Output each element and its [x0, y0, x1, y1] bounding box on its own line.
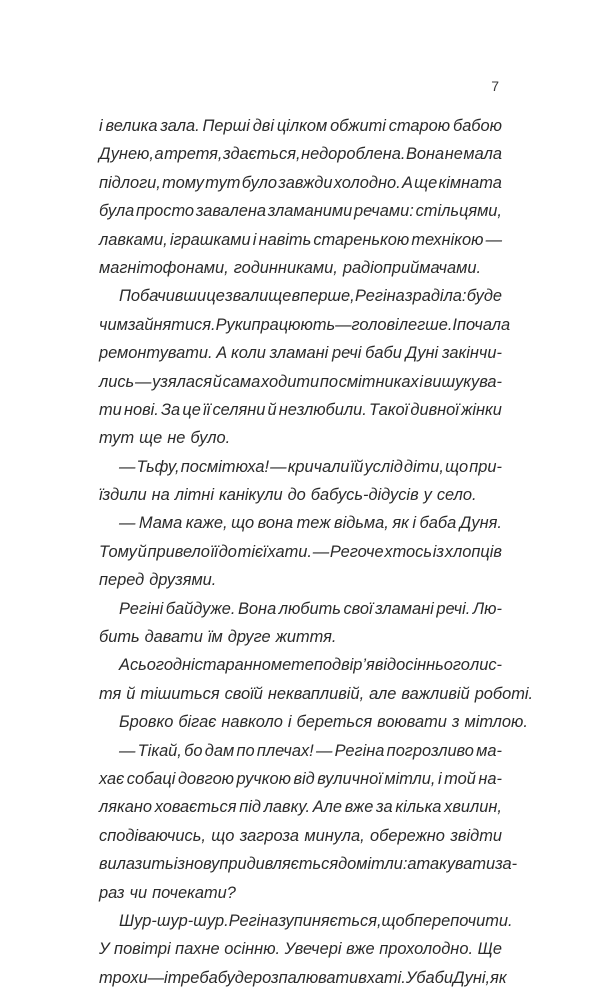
text-line: Побачивши це звалище вперше, Регіна зраділа: буде — [119, 287, 502, 306]
text-line: перед друзями. — [99, 571, 217, 590]
text-line: — Тьфу, посмітюха! — кричали їй услід діти, що при- — [119, 457, 502, 476]
text-line: Регіні байдуже. Вона любить свої зламані речі. Лю- — [119, 599, 502, 618]
text-line: лись — узялася й сама ходити по смітниках і вишукува- — [99, 372, 502, 391]
body-text — [99, 112, 534, 992]
text-line: чим зайнятися. Руки працюють — голові легше. І почала — [99, 315, 511, 334]
text-line: Тому й привело її до тієї хати. — Регоче хтось із хлопців — [99, 542, 502, 561]
text-line: бить давати їм друге життя. — [99, 628, 337, 647]
text-line: У повітрі пахне осінню. Увечері вже прохолодно. Ще — [99, 940, 502, 959]
page-number: 7 — [491, 78, 499, 94]
text-line: їздили на літні канікули до бабусь-дідусів у село. — [99, 486, 477, 505]
text-line: — Тікай, бо дам по плечах! — Регіна погрозливо ма- — [119, 741, 502, 760]
text-line: Шур-шур-шур. Регіна зупиняється, щоб перепочити. — [119, 911, 513, 930]
text-line: тут ще не було. — [99, 429, 231, 448]
text-line: ремонтувати. А коли зламані речі баби Дуні закінчи- — [99, 344, 502, 363]
text-line: ти нові. За це її селяни й незлюбили. Такої дивної жінки — [99, 400, 502, 419]
text-line: Бровко бігає навколо і береться воювати з мітлою. — [119, 713, 528, 732]
text-line: трохи — і треба буде розпалювати в хаті. У баби Дуні, як — [99, 968, 507, 987]
text-line: і велика зала. Перші дві цілком обжиті старою бабою — [99, 117, 502, 135]
text-line: лавками, іграшками і навіть старенькою технікою — — [99, 230, 502, 249]
text-line: — Мама каже, що вона теж відьма, як і баба Дуня. — [119, 514, 502, 533]
text-line: лякано ховається під лавку. Але вже за кілька хвилин, — [99, 798, 502, 817]
text-line: Дунею, а третя, здається, недороблена. Вона не мала — [99, 145, 502, 164]
text-line: тя й тішиться своїй неквапливій, але важливій роботі. — [99, 684, 534, 703]
text-line: А сьогодні старанно мете подвір’я від осіннього лис- — [119, 656, 502, 675]
text-line: магнітофонами, годинниками, радіоприймачами. — [99, 258, 482, 277]
text-line: вилазить і знову придивляється до мітли: атакувати за- — [99, 855, 518, 874]
text-line: підлоги, тому тут було завжди холодно. А ще кімната — [99, 173, 502, 192]
text-line: сподіваючись, що загроза минула, обережно звідти — [99, 826, 502, 845]
text-line: хає собаці довгою ручкою від вуличної мітли, і той на- — [99, 769, 502, 788]
text-line: була просто завалена зламаними речами: стільцями, — [99, 202, 502, 221]
text-line: раз чи почекати? — [99, 883, 236, 902]
